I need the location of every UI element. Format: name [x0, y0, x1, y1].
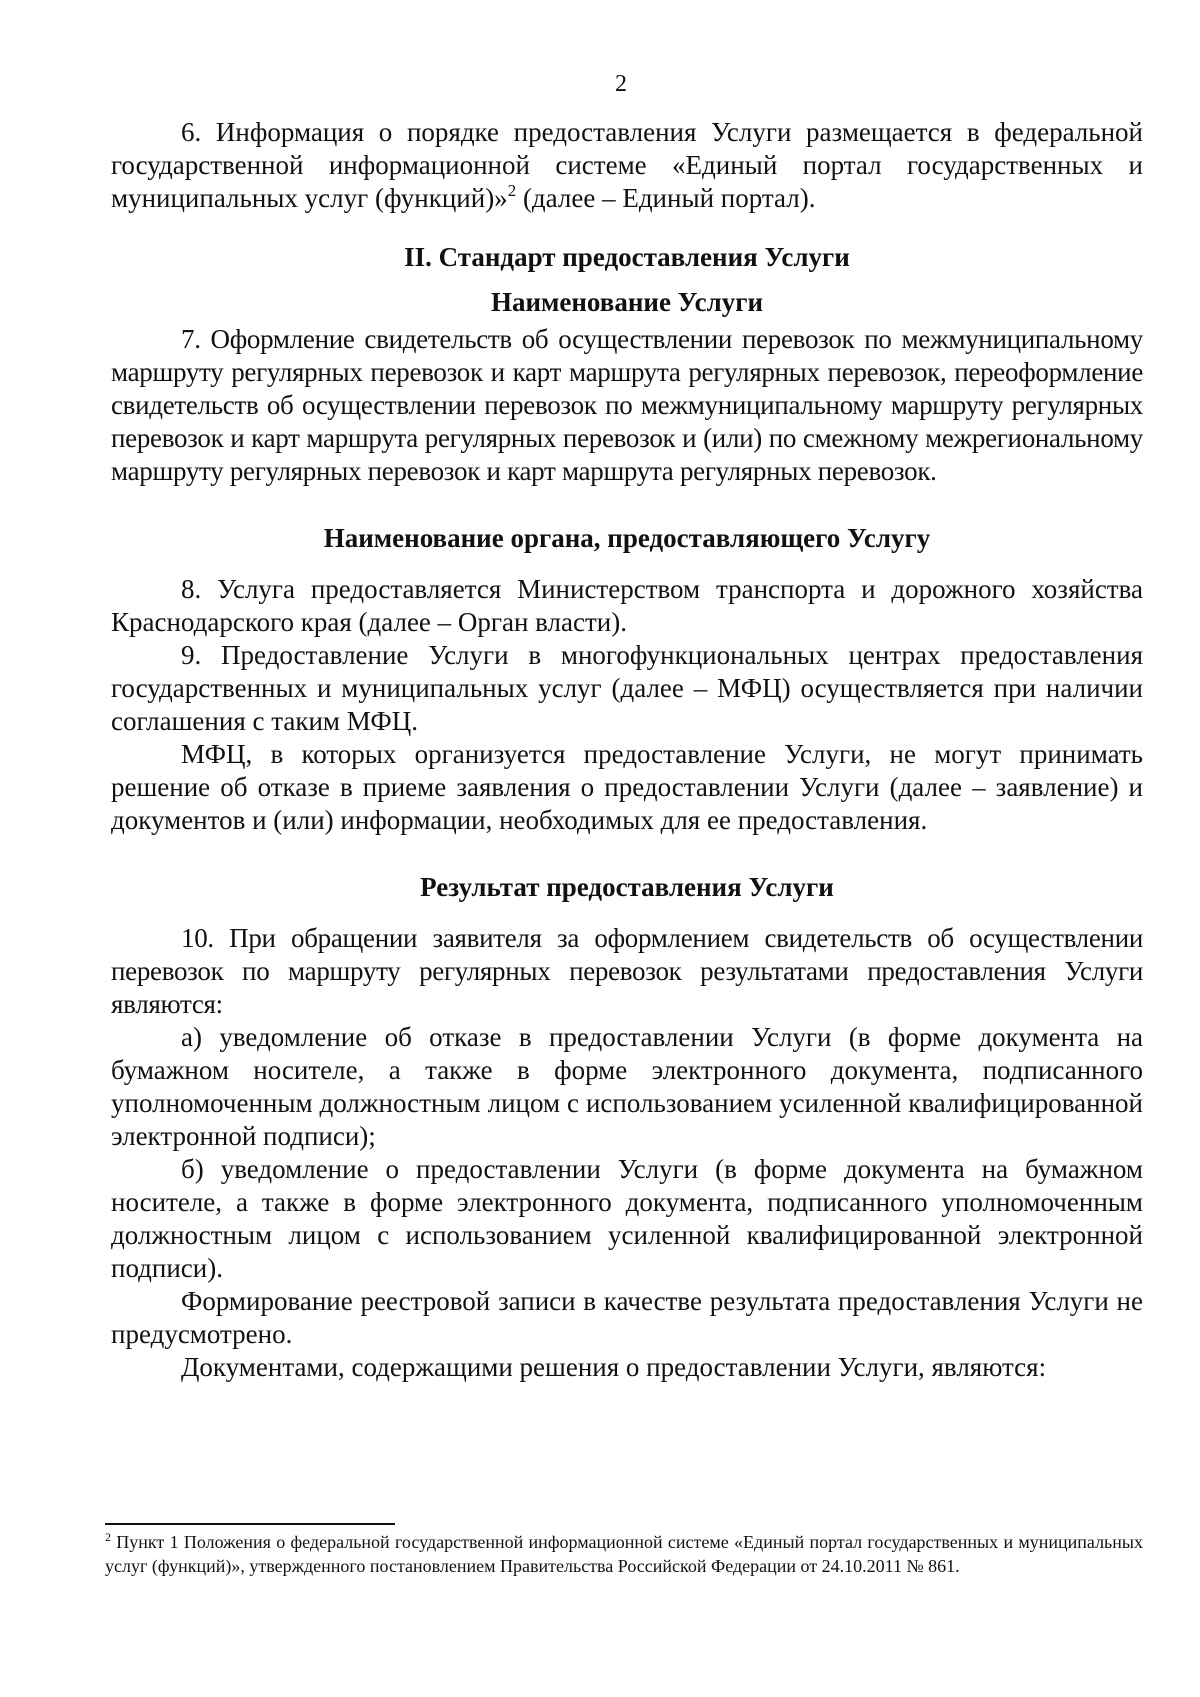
footnote-reference: 2: [507, 181, 517, 200]
paragraph-10-b: б) уведомление о предоставлении Услуги (в форме документа на бумажном носителе, а также в форме электронного документа, подписанного уполномоченным должностным лицом с использованием усиленной квалифицированной электронной подписи).: [111, 1154, 1143, 1283]
paragraph-7: 7. Оформление свидетельств об осуществлении перевозок по межмуниципальному маршруту регулярных перевозок и карт маршрута регулярных перевозок, переоформление свидетельств об осуществлении перевозок по межмуниципальному маршруту регулярных перевозок и карт маршрута регулярных перевозок и (или) по смежному межрегиональному маршруту регулярных перевозок и карт маршрута регулярных перевозок.: [111, 324, 1143, 486]
paragraph-10-a: а) уведомление об отказе в предоставлении Услуги (в форме документа на бумажном носителе, а также в форме электронного документа, подписанного уполномоченным должностным лицом с использованием усиленной квалифицированной электронной подписи);: [111, 1022, 1143, 1151]
footnote-text: Пункт 1 Положения о федеральной государственной информационной системе «Единый портал государственных и муниципальных услуг (функций)», утвержденного постановлением Правительства Российской Федерации от 24.10.2011 № 861.: [105, 1532, 1143, 1576]
paragraph-6-tail: (далее – Единый портал).: [516, 183, 816, 213]
paragraph-10: 10. При обращении заявителя за оформлением свидетельств об осуществлении перевозок по маршруту регулярных перевозок результатами предоставления Услуги являются:: [111, 923, 1143, 1019]
heading-service-name: Наименование Услуги: [490, 287, 764, 317]
paragraph-10-c: Формирование реестровой записи в качестве результата предоставления Услуги не предусмотрено.: [111, 1286, 1143, 1349]
paragraph-6-text: 6. Информация о порядке предоставления Услуги размещается в федеральной государственной информационной системе «Единый портал государственных и муниципальных услуг (функций)»: [111, 117, 1143, 213]
paragraph-6: [111, 116, 1143, 215]
footnote: [105, 1530, 1143, 1578]
document-body: [111, 116, 1143, 1384]
paragraph-9-continued: МФЦ, в которых организуется предоставление Услуги, не могут принимать решение об отказе в приеме заявления о предоставлении Услуги (далее – заявление) и документов и (или) информации, необходимых для ее предоставления.: [111, 739, 1143, 835]
heading-authority: Наименование органа, предоставляющего Услугу: [323, 523, 931, 553]
footnote-marker: 2: [105, 1530, 111, 1544]
heading-result: Результат предоставления Услуги: [420, 872, 834, 902]
paragraph-10-d: Документами, содержащими решения о предоставлении Услуги, являются:: [181, 1352, 1047, 1382]
footnote-divider: [105, 1523, 395, 1525]
section-title: II. Стандарт предоставления Услуги: [404, 242, 850, 272]
paragraph-8: 8. Услуга предоставляется Министерством транспорта и дорожного хозяйства Краснодарского края (далее – Орган власти).: [111, 574, 1143, 637]
paragraph-9: 9. Предоставление Услуги в многофункциональных центрах предоставления государственных и муниципальных услуг (далее – МФЦ) осуществляется при наличии соглашения с таким МФЦ.: [111, 640, 1143, 736]
page-number: 2: [615, 71, 627, 97]
